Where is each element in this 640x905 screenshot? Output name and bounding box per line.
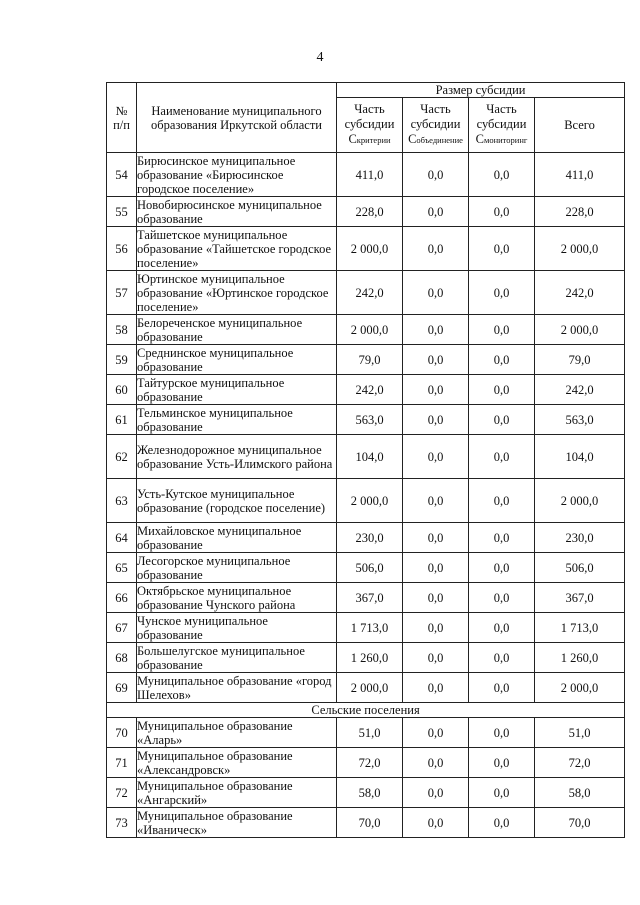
table-row — [107, 271, 625, 315]
table-row — [107, 375, 625, 405]
section-title: Сельские поселения — [107, 703, 625, 718]
municipality-name: Чунское муниципальное образование — [137, 613, 337, 643]
part-union-value: 0,0 — [403, 197, 469, 227]
part-union-value: 0,0 — [403, 673, 469, 703]
row-number: 58 — [107, 315, 137, 345]
part-union-value: 0,0 — [403, 271, 469, 315]
part-monitoring-value: 0,0 — [469, 748, 535, 778]
part-monitoring-value: 0,0 — [469, 808, 535, 838]
total-value: 2 000,0 — [535, 479, 625, 523]
part-union-value: 0,0 — [403, 643, 469, 673]
part-criteria-value: 72,0 — [337, 748, 403, 778]
header-subsidy-group: Размер субсидии — [337, 83, 625, 98]
row-number: 66 — [107, 583, 137, 613]
table-row — [107, 405, 625, 435]
total-value: 506,0 — [535, 553, 625, 583]
total-value: 1 260,0 — [535, 643, 625, 673]
part-criteria-value: 2 000,0 — [337, 673, 403, 703]
total-value: 79,0 — [535, 345, 625, 375]
table-row — [107, 718, 625, 748]
table-row — [107, 613, 625, 643]
table-row — [107, 808, 625, 838]
table-row — [107, 153, 625, 197]
row-number: 72 — [107, 778, 137, 808]
part-monitoring-value: 0,0 — [469, 271, 535, 315]
part-monitoring-value: 0,0 — [469, 613, 535, 643]
municipality-name: Новобирюсинское муниципальное образование — [137, 197, 337, 227]
part-monitoring-value: 0,0 — [469, 315, 535, 345]
table-row — [107, 523, 625, 553]
municipality-name: Железнодорожное муниципальное образование Усть-Илимского района — [137, 435, 337, 479]
part-monitoring-value: 0,0 — [469, 553, 535, 583]
header-total: Всего — [535, 98, 625, 153]
row-number: 55 — [107, 197, 137, 227]
municipality-name: Среднинское муниципальное образование — [137, 345, 337, 375]
part-criteria-value: 1 713,0 — [337, 613, 403, 643]
municipality-name: Бирюсинское муниципальное образование «Бирюсинское городское поселение» — [137, 153, 337, 197]
part-criteria-value: 70,0 — [337, 808, 403, 838]
municipality-name: Октябрьское муниципальное образование Чунского района — [137, 583, 337, 613]
total-value: 2 000,0 — [535, 227, 625, 271]
table-row — [107, 345, 625, 375]
section-row — [107, 703, 625, 718]
municipality-name: Муниципальное образование «Ангарский» — [137, 778, 337, 808]
table-row — [107, 197, 625, 227]
row-number: 59 — [107, 345, 137, 375]
part-criteria-value: 230,0 — [337, 523, 403, 553]
part-criteria-value: 2 000,0 — [337, 227, 403, 271]
header-number: № п/п — [107, 83, 137, 153]
table-row — [107, 227, 625, 271]
municipality-name: Муниципальное образование «город Шелехов» — [137, 673, 337, 703]
header-part-criteria: Часть субсидии Скритерии — [337, 98, 403, 153]
total-value: 1 713,0 — [535, 613, 625, 643]
total-value: 58,0 — [535, 778, 625, 808]
part-union-value: 0,0 — [403, 227, 469, 271]
part-union-value: 0,0 — [403, 748, 469, 778]
row-number: 67 — [107, 613, 137, 643]
row-number: 71 — [107, 748, 137, 778]
part-monitoring-value: 0,0 — [469, 523, 535, 553]
part-union-value: 0,0 — [403, 315, 469, 345]
part-monitoring-value: 0,0 — [469, 405, 535, 435]
part-criteria-value: 367,0 — [337, 583, 403, 613]
row-number: 64 — [107, 523, 137, 553]
municipality-name: Усть-Кутское муниципальное образование (городское поселение) — [137, 479, 337, 523]
row-number: 69 — [107, 673, 137, 703]
row-number: 63 — [107, 479, 137, 523]
part-monitoring-value: 0,0 — [469, 375, 535, 405]
part-criteria-value: 58,0 — [337, 778, 403, 808]
table-row — [107, 748, 625, 778]
part-criteria-value: 1 260,0 — [337, 643, 403, 673]
part-union-value: 0,0 — [403, 375, 469, 405]
row-number: 62 — [107, 435, 137, 479]
header-part-monitoring: Часть субсидии Смониторинг — [469, 98, 535, 153]
row-number: 73 — [107, 808, 137, 838]
part-monitoring-value: 0,0 — [469, 778, 535, 808]
table-row — [107, 435, 625, 479]
part-union-value: 0,0 — [403, 435, 469, 479]
part-criteria-value: 242,0 — [337, 375, 403, 405]
part-union-value: 0,0 — [403, 345, 469, 375]
municipality-name: Юртинское муниципальное образование «Юртинское городское поселение» — [137, 271, 337, 315]
municipality-name: Тайтурское муниципальное образование — [137, 375, 337, 405]
table-row — [107, 643, 625, 673]
part-criteria-value: 242,0 — [337, 271, 403, 315]
part-criteria-value: 506,0 — [337, 553, 403, 583]
table-row — [107, 479, 625, 523]
row-number: 65 — [107, 553, 137, 583]
part-union-value: 0,0 — [403, 808, 469, 838]
municipality-name: Большелугское муниципальное образование — [137, 643, 337, 673]
total-value: 72,0 — [535, 748, 625, 778]
table-header — [107, 83, 625, 153]
total-value: 104,0 — [535, 435, 625, 479]
municipality-name: Белореченское муниципальное образование — [137, 315, 337, 345]
row-number: 60 — [107, 375, 137, 405]
total-value: 367,0 — [535, 583, 625, 613]
row-number: 61 — [107, 405, 137, 435]
total-value: 228,0 — [535, 197, 625, 227]
total-value: 242,0 — [535, 271, 625, 315]
table-row — [107, 673, 625, 703]
part-criteria-value: 228,0 — [337, 197, 403, 227]
header-name: Наименование муниципального образования Иркутской области — [137, 83, 337, 153]
part-monitoring-value: 0,0 — [469, 673, 535, 703]
part-union-value: 0,0 — [403, 718, 469, 748]
part-monitoring-value: 0,0 — [469, 197, 535, 227]
subsidy-table — [106, 82, 625, 838]
part-monitoring-value: 0,0 — [469, 435, 535, 479]
header-part-union: Часть субсидии Собъединение — [403, 98, 469, 153]
part-criteria-value: 563,0 — [337, 405, 403, 435]
total-value: 411,0 — [535, 153, 625, 197]
total-value: 2 000,0 — [535, 315, 625, 345]
part-monitoring-value: 0,0 — [469, 479, 535, 523]
municipality-name: Муниципальное образование «Иваническ» — [137, 808, 337, 838]
part-monitoring-value: 0,0 — [469, 718, 535, 748]
municipality-name: Михайловское муниципальное образование — [137, 523, 337, 553]
total-value: 242,0 — [535, 375, 625, 405]
municipality-name: Муниципальное образование «Аларь» — [137, 718, 337, 748]
municipality-name: Тельминское муниципальное образование — [137, 405, 337, 435]
part-criteria-value: 104,0 — [337, 435, 403, 479]
total-value: 230,0 — [535, 523, 625, 553]
part-criteria-value: 79,0 — [337, 345, 403, 375]
part-union-value: 0,0 — [403, 523, 469, 553]
table-body — [107, 153, 625, 838]
part-union-value: 0,0 — [403, 553, 469, 583]
part-monitoring-value: 0,0 — [469, 227, 535, 271]
row-number: 56 — [107, 227, 137, 271]
part-union-value: 0,0 — [403, 479, 469, 523]
part-union-value: 0,0 — [403, 778, 469, 808]
part-criteria-value: 2 000,0 — [337, 479, 403, 523]
part-union-value: 0,0 — [403, 613, 469, 643]
part-union-value: 0,0 — [403, 583, 469, 613]
row-number: 57 — [107, 271, 137, 315]
row-number: 54 — [107, 153, 137, 197]
page-number: 4 — [316, 50, 324, 65]
municipality-name: Лесогорское муниципальное образование — [137, 553, 337, 583]
total-value: 563,0 — [535, 405, 625, 435]
part-monitoring-value: 0,0 — [469, 583, 535, 613]
part-monitoring-value: 0,0 — [469, 643, 535, 673]
part-union-value: 0,0 — [403, 405, 469, 435]
part-monitoring-value: 0,0 — [469, 345, 535, 375]
municipality-name: Тайшетское муниципальное образование «Тайшетское городское поселение» — [137, 227, 337, 271]
part-criteria-value: 2 000,0 — [337, 315, 403, 345]
table-row — [107, 315, 625, 345]
part-union-value: 0,0 — [403, 153, 469, 197]
row-number: 68 — [107, 643, 137, 673]
municipality-name: Муниципальное образование «Александровск» — [137, 748, 337, 778]
total-value: 70,0 — [535, 808, 625, 838]
table-row — [107, 583, 625, 613]
part-criteria-value: 51,0 — [337, 718, 403, 748]
part-monitoring-value: 0,0 — [469, 153, 535, 197]
table-row — [107, 778, 625, 808]
part-criteria-value: 411,0 — [337, 153, 403, 197]
total-value: 51,0 — [535, 718, 625, 748]
row-number: 70 — [107, 718, 137, 748]
table-row — [107, 553, 625, 583]
total-value: 2 000,0 — [535, 673, 625, 703]
